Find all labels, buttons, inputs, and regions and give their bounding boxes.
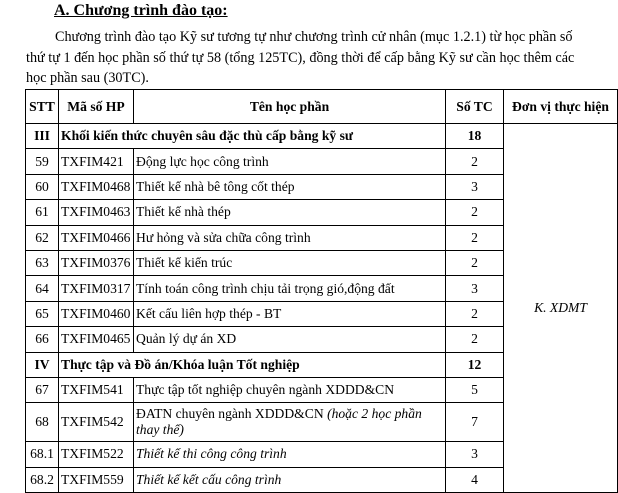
cell-credits: 7 [446, 403, 504, 442]
cell-code: TXFIM541 [59, 377, 134, 402]
cell-name: Động lực học công trình [134, 149, 446, 174]
table-body [26, 124, 618, 493]
cell-unit: K. XDMT [504, 124, 618, 493]
cell-name: Thực tập tốt nghiệp chuyên ngành XDDD&CN [134, 377, 446, 402]
cell-stt: 61 [26, 200, 59, 225]
curriculum-table [25, 89, 618, 493]
cell-credits: 2 [446, 200, 504, 225]
cell-name: Thiết kế nhà bê tông cốt thép [134, 174, 446, 199]
cell-code: TXFIM0376 [59, 250, 134, 275]
cell-code: TXFIM0466 [59, 225, 134, 250]
cell-credits: 3 [446, 174, 504, 199]
group-row [26, 124, 618, 149]
cell-stt: III [26, 124, 59, 149]
cell-credits: 12 [446, 352, 504, 377]
cell-code: TXFIM522 [59, 442, 134, 467]
header-code: Mã số HP [59, 90, 134, 124]
cell-group-name: Thực tập và Đồ án/Khóa luận Tốt nghiệp [59, 352, 446, 377]
course-name: ĐATN chuyên ngành XDDD&CN [136, 406, 324, 422]
cell-stt: 63 [26, 250, 59, 275]
cell-credits: 5 [446, 377, 504, 402]
header-stt: STT [26, 90, 59, 124]
cell-code: TXFIM0468 [59, 174, 134, 199]
paragraph-line: Chương trình đào tạo Kỹ sư tương tự như chương trình cử nhân (mục 1.2.1) từ học phần số [55, 29, 573, 45]
cell-credits: 2 [446, 250, 504, 275]
cell-credits: 2 [446, 225, 504, 250]
cell-credits: 4 [446, 467, 504, 492]
cell-group-name: Khối kiến thức chuyên sâu đặc thù cấp bằng kỹ sư [59, 124, 446, 149]
cell-name: Thiết kế thi công công trình [134, 442, 446, 467]
cell-stt: 68 [26, 403, 59, 442]
section-heading: A. Chương trình đào tạo: [54, 2, 228, 19]
cell-name: Kết cấu liên hợp thép - BT [134, 301, 446, 326]
cell-stt: 59 [26, 149, 59, 174]
cell-code: TXFIM0465 [59, 327, 134, 352]
cell-name: Thiết kế kiến trúc [134, 250, 446, 275]
intro-paragraph [26, 27, 575, 89]
cell-name [134, 403, 446, 442]
cell-credits: 3 [446, 276, 504, 301]
header-credits: Số TC [446, 90, 504, 124]
header-unit: Đơn vị thực hiện [504, 90, 618, 124]
cell-code: TXFIM0460 [59, 301, 134, 326]
header-name: Tên học phần [134, 90, 446, 124]
cell-stt: 60 [26, 174, 59, 199]
cell-code: TXFIM421 [59, 149, 134, 174]
cell-name: Thiết kế nhà thép [134, 200, 446, 225]
cell-stt: 66 [26, 327, 59, 352]
cell-name: Hư hỏng và sửa chữa công trình [134, 225, 446, 250]
cell-credits: 3 [446, 442, 504, 467]
paragraph-line: học phần sau (30TC). [26, 70, 149, 86]
cell-credits: 2 [446, 327, 504, 352]
cell-stt: 68.2 [26, 467, 59, 492]
cell-name: Quản lý dự án XD [134, 327, 446, 352]
cell-code: TXFIM542 [59, 403, 134, 442]
cell-stt: 62 [26, 225, 59, 250]
cell-credits: 18 [446, 124, 504, 149]
cell-name: Tính toán công trình chịu tải trọng gió,động đất [134, 276, 446, 301]
cell-credits: 2 [446, 149, 504, 174]
cell-stt: 68.1 [26, 442, 59, 467]
table-header-row [26, 90, 618, 124]
cell-stt: 67 [26, 377, 59, 402]
paragraph-line: thứ tự 1 đến học phần số thứ tự 58 (tổng 125TC), đồng thời để cấp bằng Kỹ sư cần học thêm các [26, 49, 575, 66]
cell-code: TXFIM559 [59, 467, 134, 492]
cell-credits: 2 [446, 301, 504, 326]
cell-code: TXFIM0463 [59, 200, 134, 225]
course-name-note: (hoặc 2 học phần thay thế) [136, 406, 422, 438]
cell-code: TXFIM0317 [59, 276, 134, 301]
cell-stt: 64 [26, 276, 59, 301]
cell-stt: IV [26, 352, 59, 377]
cell-name: Thiết kế kết cấu công trình [134, 467, 446, 492]
cell-stt: 65 [26, 301, 59, 326]
